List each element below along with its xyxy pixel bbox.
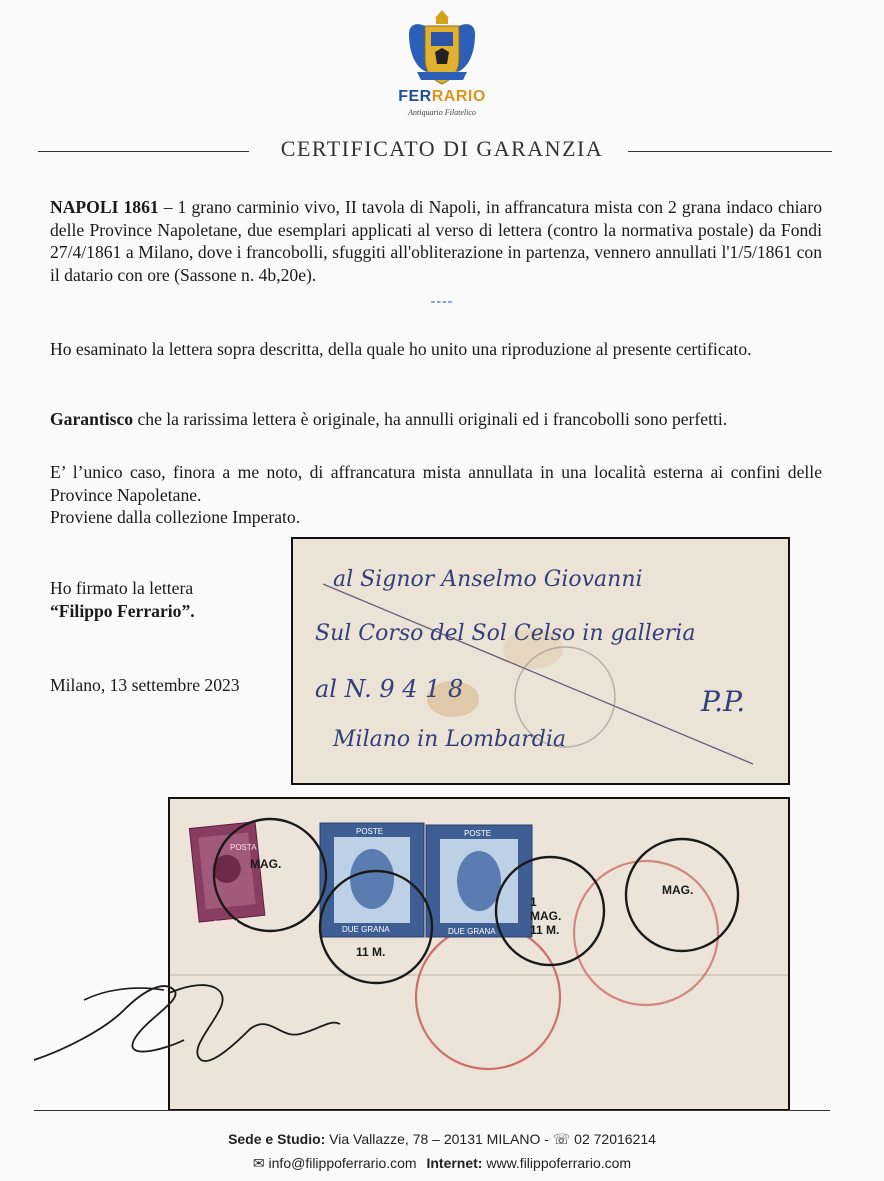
signature-note-line1: Ho firmato la lettera [50,578,194,598]
brand-tagline: Antiquario Filatelico [408,108,476,117]
brand-part-2: RARIO [431,88,486,105]
footer-address [0,1131,884,1148]
letter-back-art [170,799,788,1109]
guarantee-text: che la rarissima lettera è originale, ha annulli originali ed i francobolli sono perfetti. [133,409,728,429]
internet-label: Internet: [426,1155,483,1171]
description-text: – 1 grano carminio vivo, II tavola di Napoli, in affrancatura mista con 2 grana indaco chiaro delle Province Napoletane, due esemplari applicati al verso di lettera (contro la normativa postale) da Fondi 27/4/1861 a Milano, dove i francobolli, sfuggiti all'obliterazione in partenza, vennero annullati l'1/5/1861 con il datario con ore (Sassone n. 4b,20e). [50,197,822,285]
address-line-1: al Signor Anselmo Giovanni [333,567,643,592]
address-line-2: Sul Corso del Sol Celso in galleria [315,621,696,646]
guarantee-lead: Garantisco [50,409,134,429]
signature-note-line2: “Filippo Ferrario”. [50,601,195,621]
description-lead: NAPOLI 1861 [50,197,159,217]
footer-rule [34,1110,830,1111]
cancel4-month: MAG. [662,883,694,897]
cancel3-month: MAG. [530,909,562,923]
cancel2-hour: 11 M. [356,945,386,959]
mail-icon: ✉ [252,1155,269,1171]
ferrario-crest-logo [392,8,492,93]
stamp-1-grano [189,822,264,922]
letter-back-photo [168,797,790,1111]
separator: ---- [430,294,454,309]
address-line-4: Milano in Lombardia [333,727,566,752]
studio-label: Sede e Studio: [228,1131,326,1147]
pp-mark: P.P. [701,685,746,718]
stamp1-bottom: GRA.1 [212,919,240,929]
website-link[interactable]: www.filippoferrario.com [482,1155,632,1171]
brand-name [380,88,504,106]
title-rule-right [628,151,832,152]
unique-case-text: E’ l’unico caso, finora a me noto, di affrancatura mista annullata in una località esterna ai confini delle Province Napoletane. [50,462,822,505]
signature-flourish [24,960,204,1080]
stamp2-bottom: DUE GRANA [342,925,390,934]
stamp3-top: POSTE [464,829,492,838]
provenance-text: Proviene dalla collezione Imperato. [50,507,301,527]
cancel3-hour: 11 M. [530,923,560,937]
cancel1-month: MAG. [250,857,282,871]
cancel3-day: 1 [530,895,537,909]
certificate-title: CERTIFICATO DI GARANZIA [280,136,604,161]
stamp-description [50,196,822,286]
red-cancel-1 [416,925,560,1069]
stamp-3-due-grana [426,825,532,937]
cancel1-text [250,857,281,871]
examination-text: Ho esaminato la lettera sopra descritta, della quale ho unito una riproduzione al presente certificato. [50,339,752,359]
address-line-3: al N. 9 4 1 8 [315,675,464,703]
email-link[interactable]: info@filippoferrario.com [268,1155,417,1171]
guarantee-block [50,408,822,431]
cancel3-text [530,895,561,937]
letter-front-photo [291,537,790,785]
stamp1-top: POSTA [230,843,257,852]
footer-contacts [0,1155,884,1172]
stamp3-bottom: DUE GRANA [448,927,496,936]
title-rule-left [38,151,249,152]
address-text: Via Vallazze, 78 – 20131 MILANO - ☏ 02 72016214 [325,1131,656,1147]
stamp2-top: POSTE [356,827,384,836]
brand-part-1: FER [398,88,432,105]
crest-icon [405,8,479,88]
place-date: Milano, 13 settembre 2023 [50,675,240,695]
